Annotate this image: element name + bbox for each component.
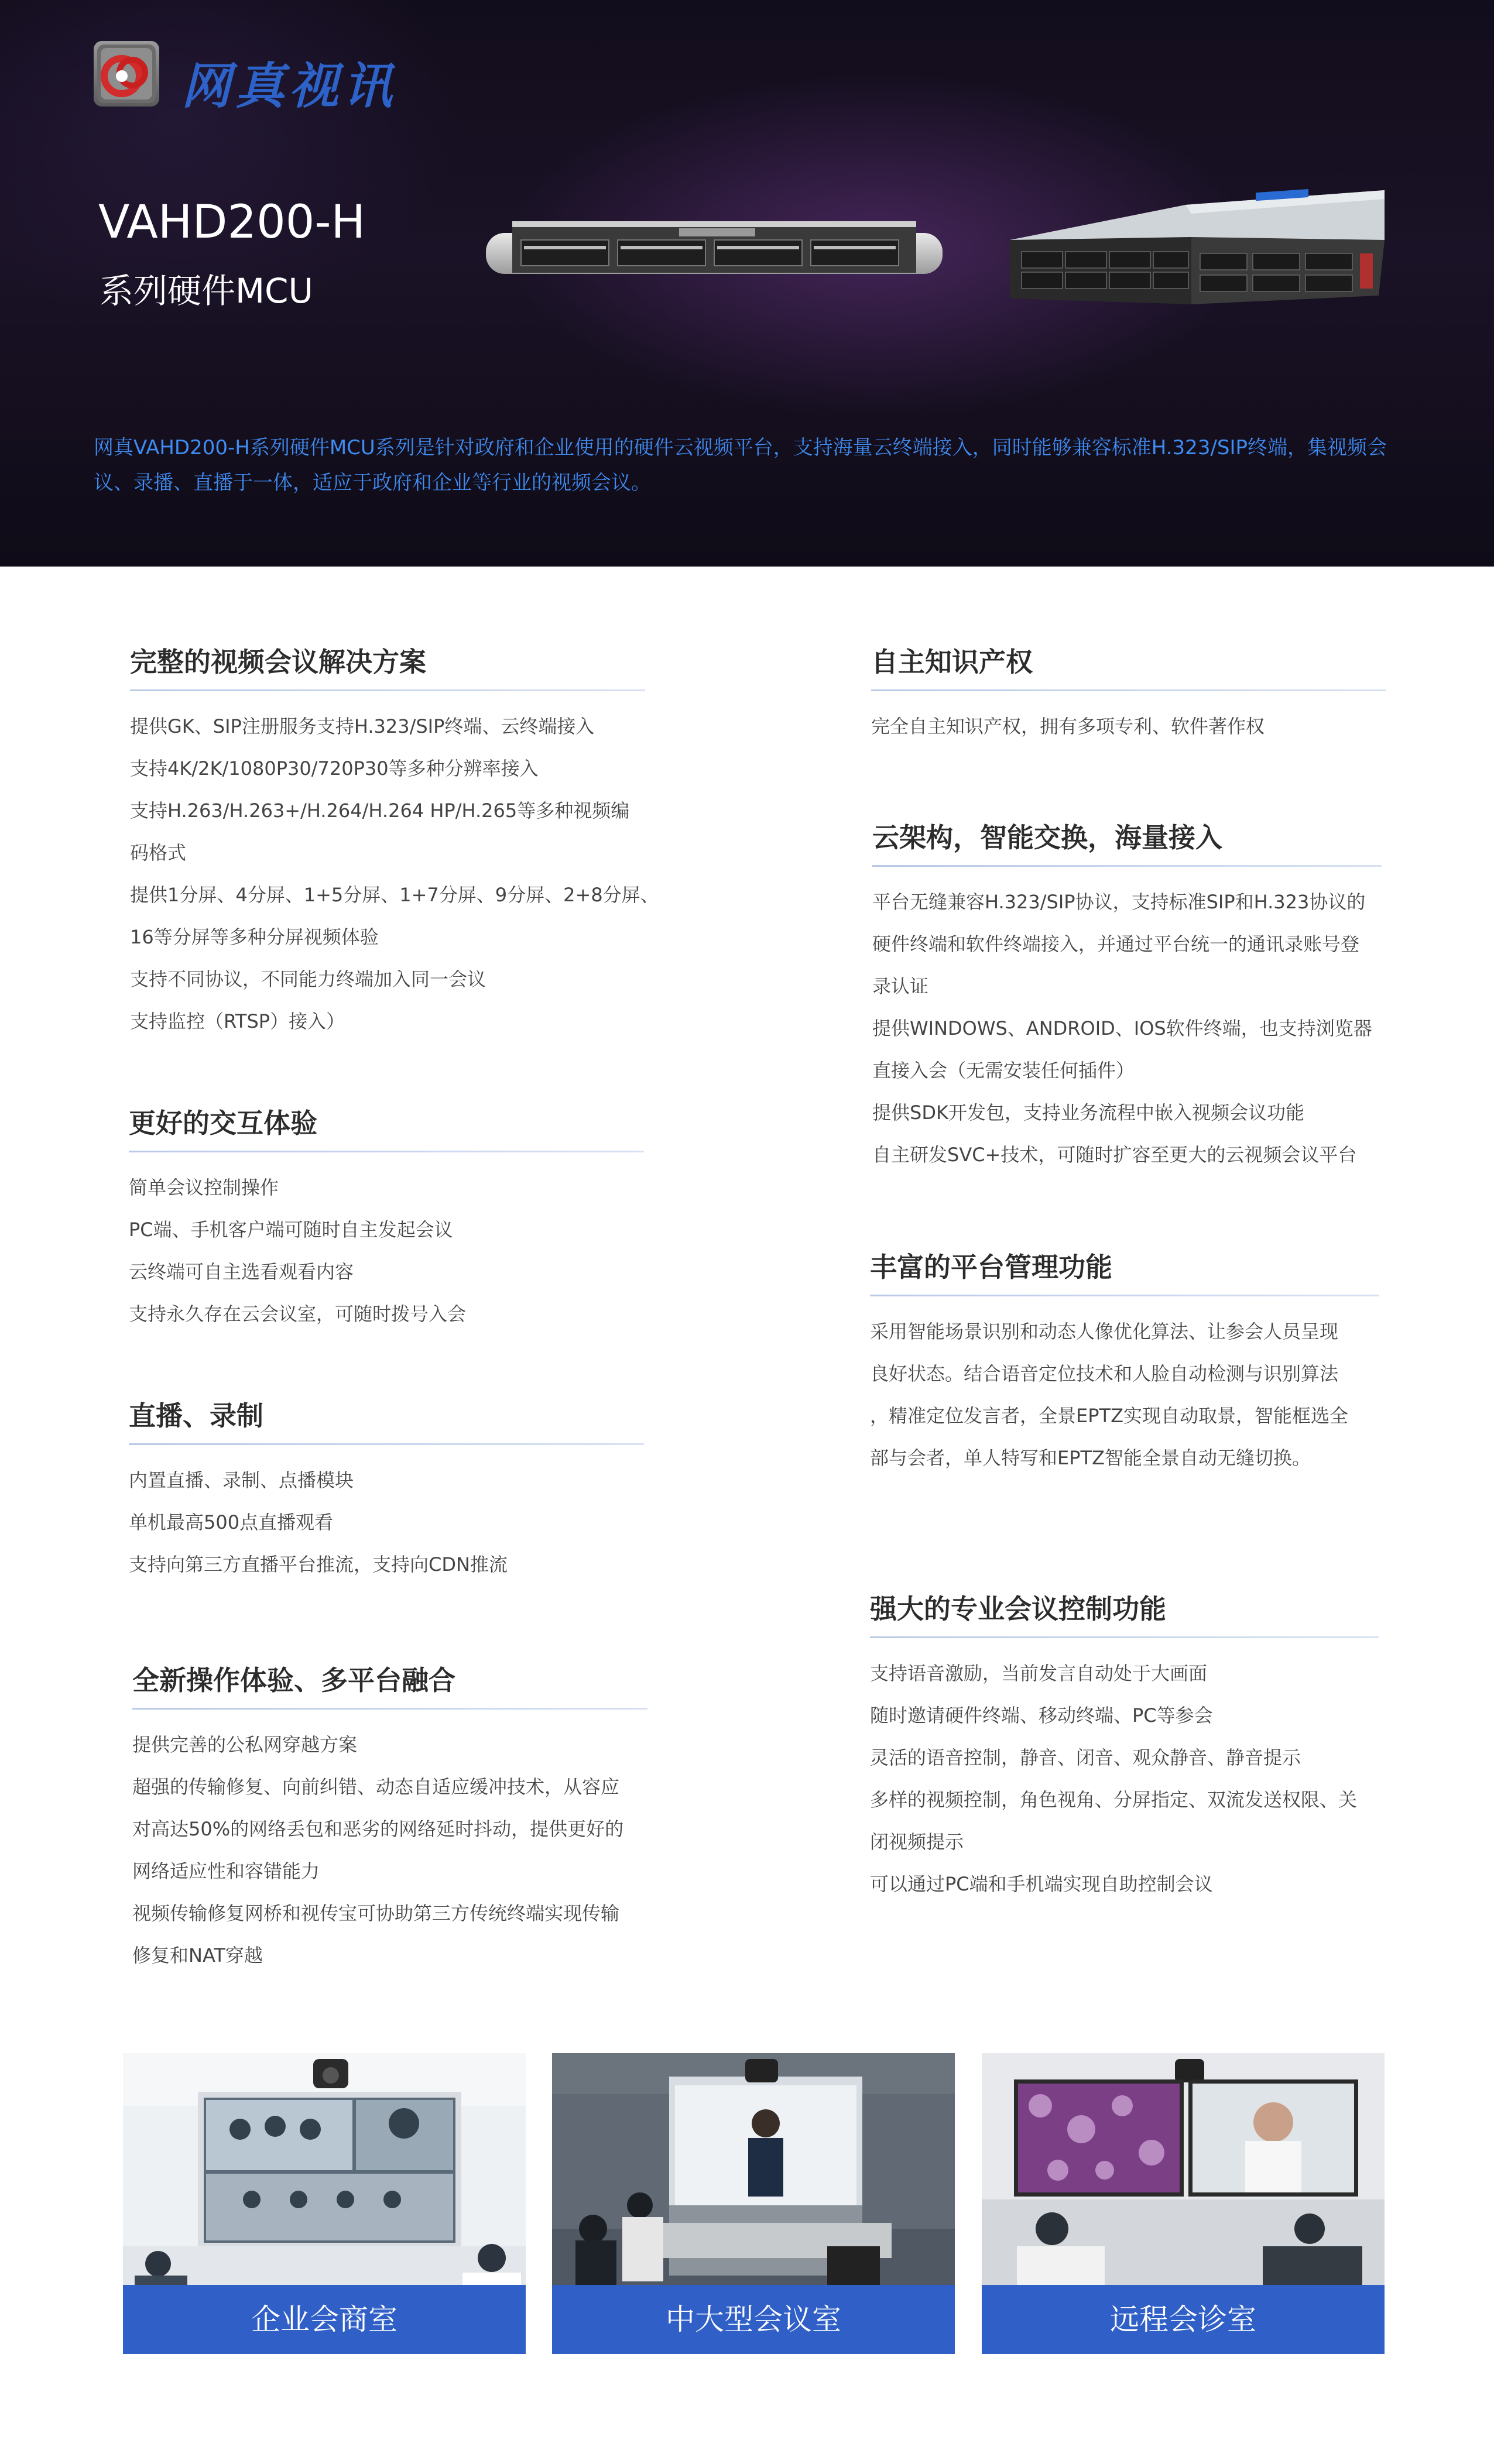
feature-line: 部与会者，单人特写和EPTZ智能全景自动无缝切换。 [870, 1447, 1311, 1469]
feature-line: 平台无缝兼容H.323/SIP协议，支持标准SIP和H.323协议的 [872, 891, 1366, 913]
section-title: 全新操作体验、多平台融合 [132, 1665, 455, 1696]
feature-line: 闭视频提示 [870, 1831, 964, 1853]
feature-line: ，精准定位发言者，全景EPTZ实现自动取景，智能框选全 [870, 1405, 1348, 1427]
feature-line: 内置直播、录制、点播模块 [129, 1469, 354, 1491]
section-management [870, 1247, 1379, 1479]
feature-line: 支持向第三方直播平台推流，支持向CDN推流 [129, 1553, 508, 1576]
feature-line: 支持语音激励，当前发言自动处于大画面 [870, 1662, 1208, 1684]
section-divider [870, 1295, 1379, 1296]
feature-line: 提供完善的公私网穿越方案 [132, 1734, 358, 1756]
brand-logo[interactable] [94, 41, 398, 115]
feature-line: 可以通过PC端和手机端实现自助控制会议 [870, 1873, 1213, 1895]
feature-line: 灵活的语音控制，静音、闭音、观众静音、静音提示 [870, 1746, 1301, 1769]
section-title: 更好的交互体验 [129, 1107, 317, 1139]
feature-line: 提供SDK开发包，支持业务流程中嵌入视频会议功能 [872, 1101, 1304, 1124]
section-divider [130, 689, 645, 691]
feature-line: 采用智能场景识别和动态人像优化算法、让参会人员呈现 [870, 1320, 1339, 1343]
section-divider [870, 1636, 1379, 1638]
feature-line: 直接入会（无需安装任何插件） [872, 1059, 1135, 1082]
feature-line: 提供1分屏、4分屏、1+5分屏、1+7分屏、9分屏、2+8分屏、 [130, 884, 659, 906]
section-divider [871, 689, 1386, 691]
hero-banner [0, 0, 1494, 567]
scene-label: 远程会诊室 [982, 2285, 1385, 2354]
feature-line: 视频传输修复网桥和视传宝可协助第三方传统终端实现传输 [132, 1902, 620, 1924]
section-divider [132, 1708, 647, 1710]
section-ip [871, 641, 1386, 747]
section-multiplatform [132, 1660, 647, 1976]
section-complete-solution [130, 641, 659, 1042]
section-live-record [129, 1395, 644, 1586]
section-divider [129, 1151, 644, 1152]
feature-line: 修复和NAT穿越 [132, 1944, 263, 1967]
feature-line: 录认证 [872, 975, 929, 997]
feature-line: 支持不同协议，不同能力终端加入同一会议 [130, 968, 486, 990]
section-cloud [872, 817, 1382, 1176]
feature-line: 支持H.263/H.263+/H.264/H.264 HP/H.265等多种视频编 [130, 799, 630, 822]
section-title: 强大的专业会议控制功能 [870, 1593, 1166, 1625]
section-title: 云架构，智能交换，海量接入 [872, 822, 1222, 853]
feature-line: 16等分屏等多种分屏视频体验 [130, 926, 379, 948]
feature-line: 云终端可自主选看观看内容 [129, 1261, 354, 1283]
section-title: 完整的视频会议解决方案 [130, 646, 426, 678]
server-2u-image [998, 184, 1390, 304]
feature-line: 随时邀请硬件终端、移动终端、PC等参会 [870, 1704, 1213, 1727]
feature-line: PC端、手机客户端可随时自主发起会议 [129, 1219, 453, 1241]
feature-line: 硬件终端和软件终端接入，并通过平台统一的通讯录账号登 [872, 933, 1360, 955]
feature-line: 对高达50%的网络丢包和恶劣的网络延时抖动，提供更好的 [132, 1818, 624, 1840]
scene-card-remote-consultation[interactable] [982, 2053, 1385, 2354]
feature-line: 支持4K/2K/1080P30/720P30等多种分辨率接入 [130, 757, 539, 780]
section-divider [129, 1443, 644, 1445]
section-control [870, 1588, 1379, 1905]
section-title: 丰富的平台管理功能 [870, 1251, 1112, 1283]
intro-paragraph: 网真VAHD200-H系列硬件MCU系列是针对政府和企业使用的硬件云视频平台，支持海量云终端接入，同时能够兼容标准H.323/SIP终端，集视频会议、录播、直播于一体，适应于政府和企业等行业的视频会议。 [94, 436, 1387, 495]
feature-line: 良好状态。结合语音定位技术和人脸自动检测与识别算法 [870, 1363, 1339, 1385]
scene-card-large-meeting-room[interactable] [552, 2053, 955, 2354]
brand-logo-icon [94, 41, 159, 107]
brand-name: 网真视讯 [181, 57, 398, 115]
feature-line: 码格式 [130, 842, 187, 864]
feature-line: 提供GK、SIP注册服务支持H.323/SIP终端、云终端接入 [130, 715, 595, 737]
server-1u-image [486, 211, 943, 287]
feature-line: 多样的视频控制，角色视角、分屏指定、双流发送权限、关 [870, 1789, 1358, 1811]
feature-line: 自主研发SVC+技术，可随时扩容至更大的云视频会议平台 [872, 1144, 1357, 1166]
scene-card-enterprise[interactable] [123, 2053, 526, 2354]
feature-line: 单机最高500点直播观看 [129, 1511, 334, 1533]
feature-line: 支持永久存在云会议室，可随时拨号入会 [129, 1303, 467, 1325]
feature-line: 简单会议控制操作 [129, 1176, 279, 1199]
section-title: 自主知识产权 [871, 646, 1033, 678]
section-divider [872, 865, 1382, 867]
product-subtitle: 系列硬件MCU [100, 271, 313, 311]
section-title: 直播、录制 [129, 1400, 263, 1432]
feature-line: 提供WINDOWS、ANDROID、IOS软件终端，也支持浏览器 [872, 1017, 1372, 1039]
feature-line: 超强的传输修复、向前纠错、动态自适应缓冲技术，从容应 [132, 1776, 620, 1798]
scene-label: 中大型会议室 [552, 2285, 955, 2354]
section-interaction [129, 1103, 644, 1335]
feature-line: 完全自主知识产权，拥有多项专利、软件著作权 [871, 715, 1265, 737]
feature-line: 支持监控（RTSP）接入） [130, 1010, 345, 1032]
feature-line: 网络适应性和容错能力 [132, 1860, 320, 1882]
product-model: VAHD200-H [98, 196, 366, 249]
scene-label: 企业会商室 [123, 2285, 526, 2354]
